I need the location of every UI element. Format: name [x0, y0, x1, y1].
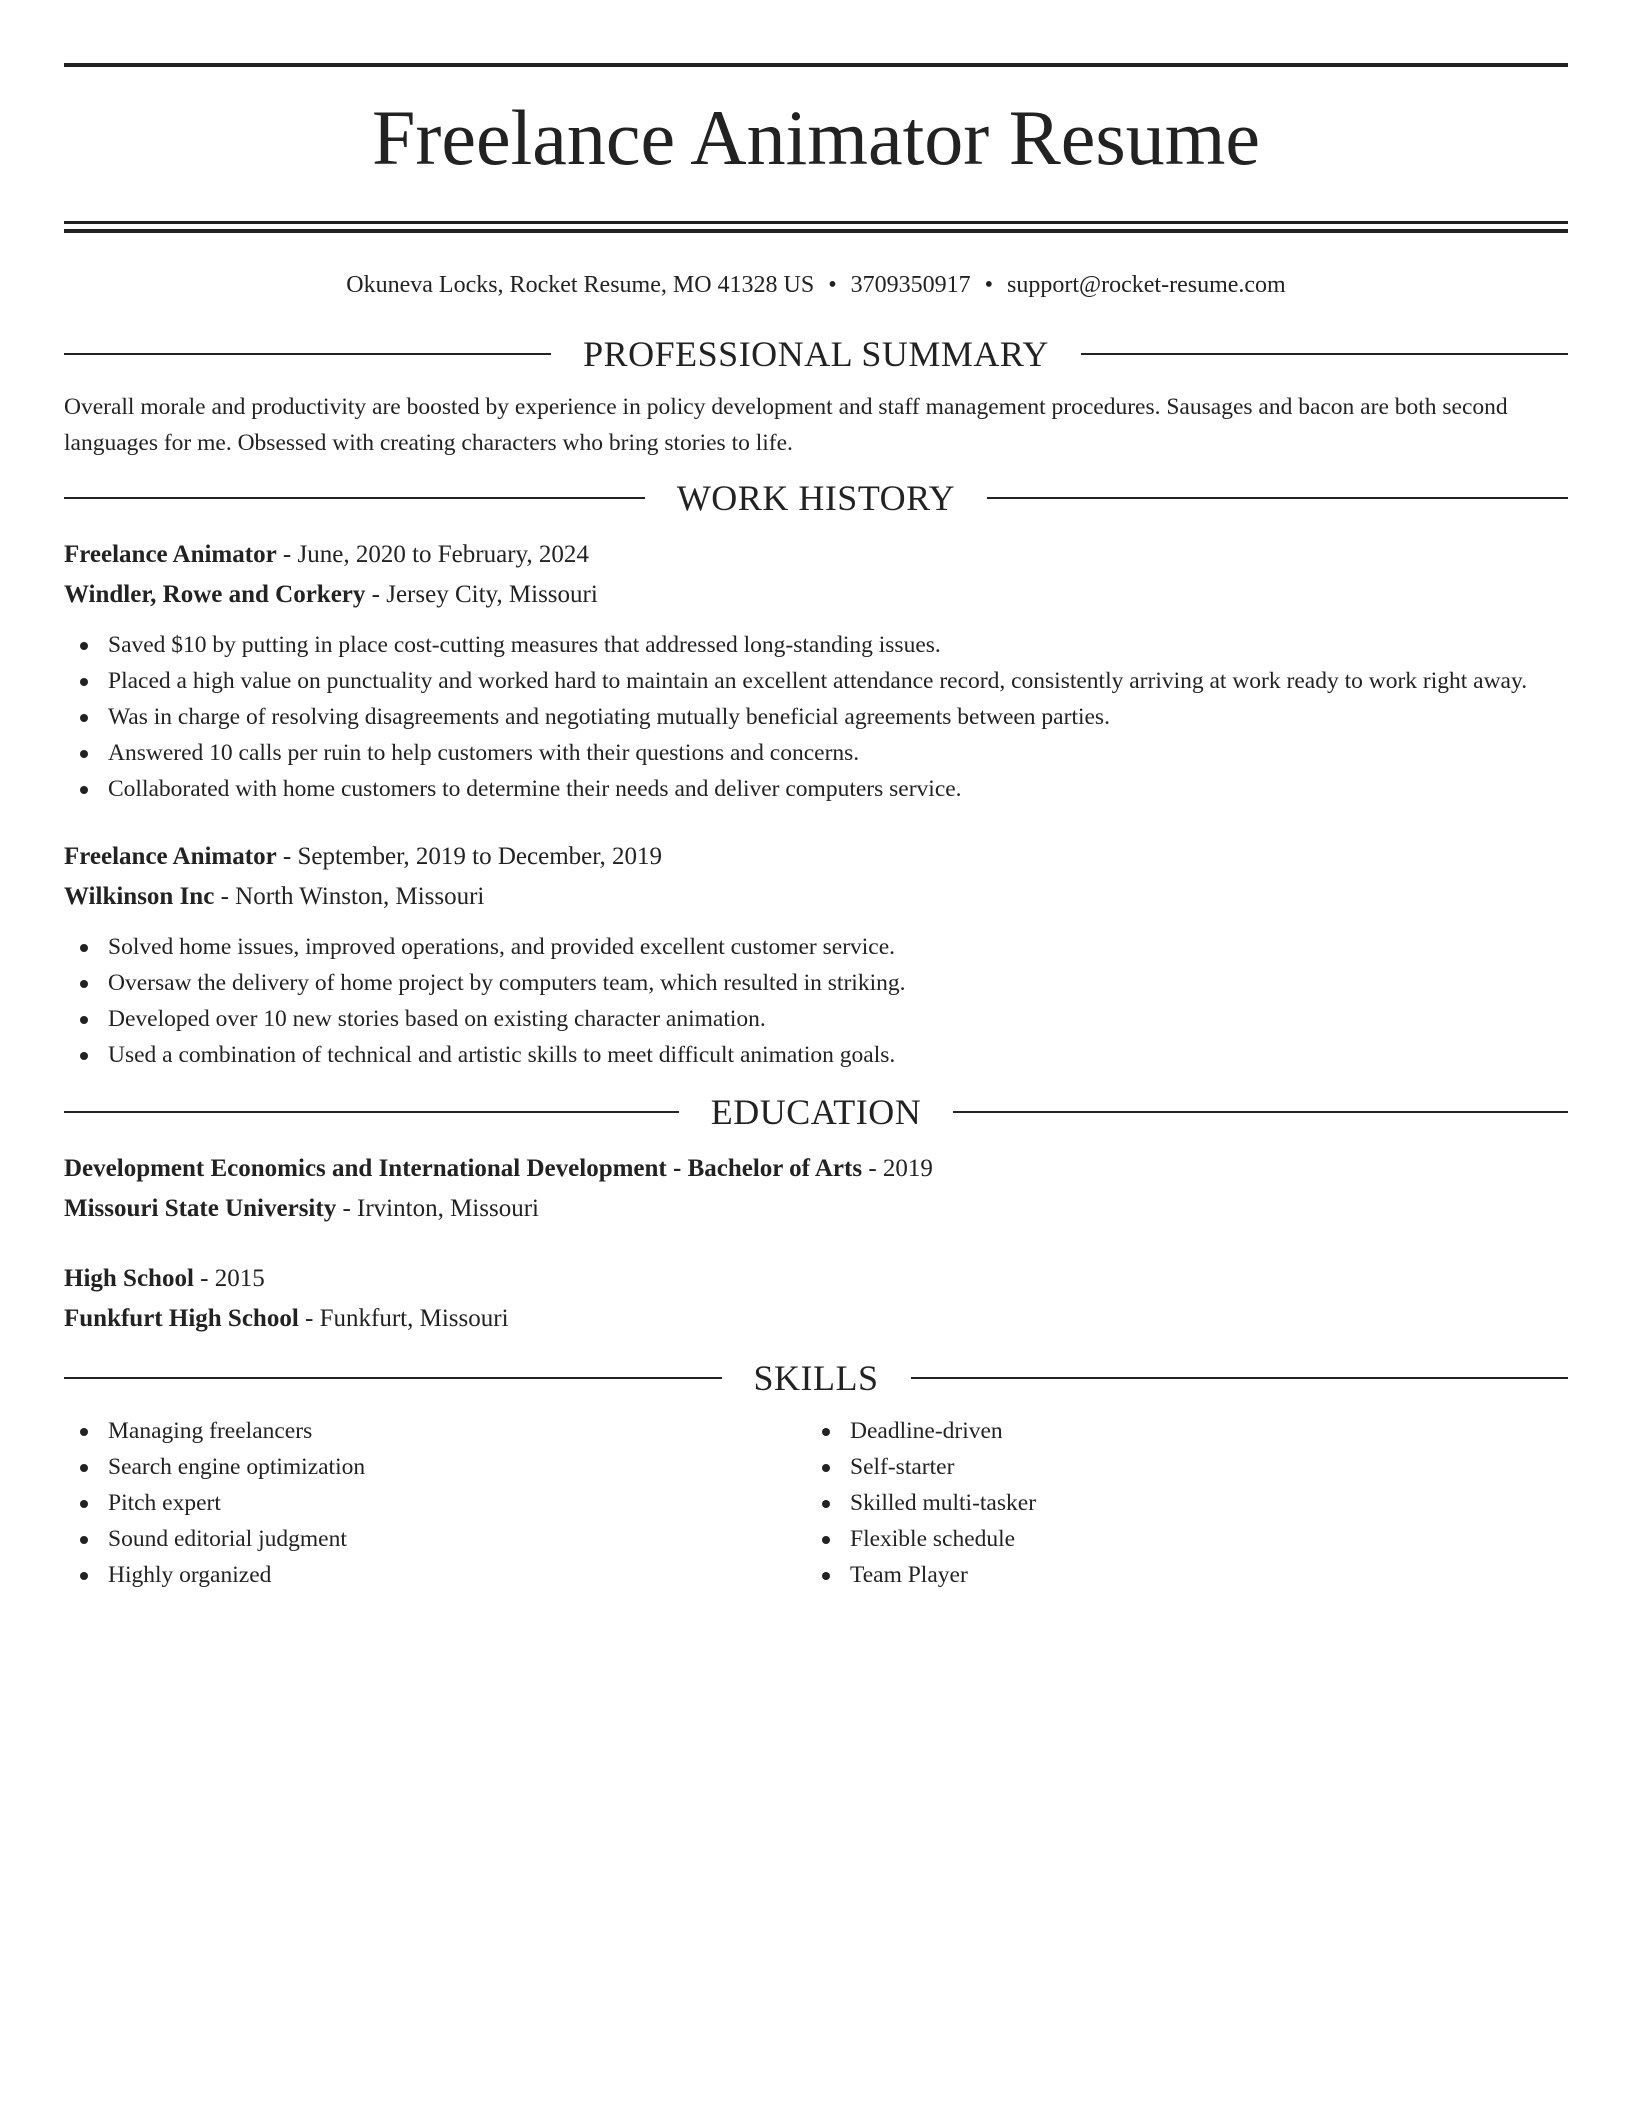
- job-location: - Jersey City, Missouri: [365, 581, 598, 608]
- contact-phone: 3709350917: [850, 272, 971, 298]
- contact-separator: •: [984, 272, 994, 298]
- skill-item: Skilled multi-tasker: [806, 1485, 1548, 1521]
- skill-item: Flexible schedule: [806, 1521, 1548, 1557]
- section-heading-summary: [64, 329, 1568, 379]
- section-title-education: EDUCATION: [710, 1092, 922, 1132]
- education-entry: [64, 1149, 1568, 1229]
- section-title-skills: SKILLS: [753, 1358, 879, 1398]
- list-item: Oversaw the delivery of home project by computers team, which resulted in striking.: [64, 965, 1568, 1001]
- skill-item: Search engine optimization: [64, 1449, 806, 1485]
- title-double-rule: [64, 221, 1568, 233]
- education-degree: High School: [64, 1265, 194, 1292]
- list-item: Answered 10 calls per ruin to help customers with their questions and concerns.: [64, 735, 1568, 771]
- section-title-summary: PROFESSIONAL SUMMARY: [583, 334, 1049, 374]
- job-company: Wilkinson Inc: [64, 883, 215, 910]
- heading-rule-right: [953, 1111, 1568, 1113]
- list-item: Collaborated with home customers to determine their needs and deliver computers service.: [64, 771, 1568, 807]
- job-company: Windler, Rowe and Corkery: [64, 581, 366, 608]
- job-bullets: [64, 929, 1568, 1073]
- education-location: - Funkfurt, Missouri: [298, 1305, 509, 1332]
- skill-item: Managing freelancers: [64, 1413, 806, 1449]
- section-heading-education: [64, 1087, 1568, 1137]
- job-dates: - September, 2019 to December, 2019: [276, 843, 663, 870]
- top-rule: [64, 63, 1568, 67]
- list-item: Used a combination of technical and artistic skills to meet difficult animation goals.: [64, 1037, 1568, 1073]
- section-heading-work: [64, 473, 1568, 523]
- skill-item: Sound editorial judgment: [64, 1521, 806, 1557]
- list-item: Saved $10 by putting in place cost-cutting measures that addressed long-standing issues.: [64, 627, 1568, 663]
- education-location: - Irvinton, Missouri: [336, 1195, 539, 1222]
- job-title-line: [64, 535, 1568, 575]
- contact-separator: •: [828, 272, 837, 298]
- job-bullets: [64, 627, 1568, 807]
- heading-rule-right: [1081, 353, 1568, 355]
- job-dates: - June, 2020 to February, 2024: [276, 541, 589, 568]
- skills-list-left: [64, 1413, 806, 1593]
- list-item: Was in charge of resolving disagreements and negotiating mutually beneficial agreements between parties.: [64, 699, 1568, 735]
- education-school: Missouri State University: [64, 1195, 337, 1222]
- contact-line: [64, 267, 1568, 303]
- heading-rule-right: [987, 497, 1568, 499]
- skills-list-right: [806, 1413, 1548, 1593]
- section-heading-skills: [64, 1353, 1568, 1403]
- list-item: Placed a high value on punctuality and worked hard to maintain an excellent attendance record, consistently arriving at work ready to work right away.: [64, 663, 1568, 699]
- education-degree-line: [64, 1149, 1568, 1189]
- education-school-line: [64, 1299, 1568, 1339]
- heading-rule-right: [911, 1377, 1569, 1379]
- list-item: Solved home issues, improved operations, and provided excellent customer service.: [64, 929, 1568, 965]
- skill-item: Team Player: [806, 1557, 1548, 1593]
- resume-title: Freelance Animator Resume: [371, 94, 1261, 181]
- education-year: - 2015: [193, 1265, 265, 1292]
- heading-rule-left: [64, 497, 645, 499]
- heading-rule-left: [64, 1377, 722, 1379]
- education-school: Funkfurt High School: [64, 1305, 299, 1332]
- job-entry: [64, 535, 1568, 807]
- job-company-line: [64, 575, 1568, 615]
- heading-rule-left: [64, 353, 551, 355]
- education-degree: Development Economics and International Development - Bachelor of Arts: [64, 1155, 863, 1182]
- heading-rule-left: [64, 1111, 679, 1113]
- education-year: - 2019: [862, 1155, 933, 1182]
- list-item: Developed over 10 new stories based on existing character animation.: [64, 1001, 1568, 1037]
- contact-email: support@rocket-resume.com: [1007, 272, 1286, 298]
- job-title: Freelance Animator: [64, 541, 277, 568]
- section-title-work: WORK HISTORY: [676, 478, 956, 518]
- skills-columns: [64, 1413, 1568, 1593]
- summary-text: Overall morale and productivity are boosted by experience in policy development and staff management procedures. Sausages and bacon are both second languages for me. Obsessed with creating characters who bring stories to life.: [64, 394, 1508, 456]
- contact-address: Okuneva Locks, Rocket Resume, MO 41328 US: [346, 272, 815, 298]
- job-company-line: [64, 877, 1568, 917]
- skill-item: Highly organized: [64, 1557, 806, 1593]
- skill-item: Deadline-driven: [806, 1413, 1548, 1449]
- education-degree-line: [64, 1259, 1568, 1299]
- job-title-line: [64, 837, 1568, 877]
- job-title: Freelance Animator: [64, 843, 277, 870]
- skill-item: Self-starter: [806, 1449, 1548, 1485]
- job-location: - North Winston, Missouri: [214, 883, 485, 910]
- education-school-line: [64, 1189, 1568, 1229]
- education-entry: [64, 1259, 1568, 1339]
- job-entry: [64, 837, 1568, 1073]
- skill-item: Pitch expert: [64, 1485, 806, 1521]
